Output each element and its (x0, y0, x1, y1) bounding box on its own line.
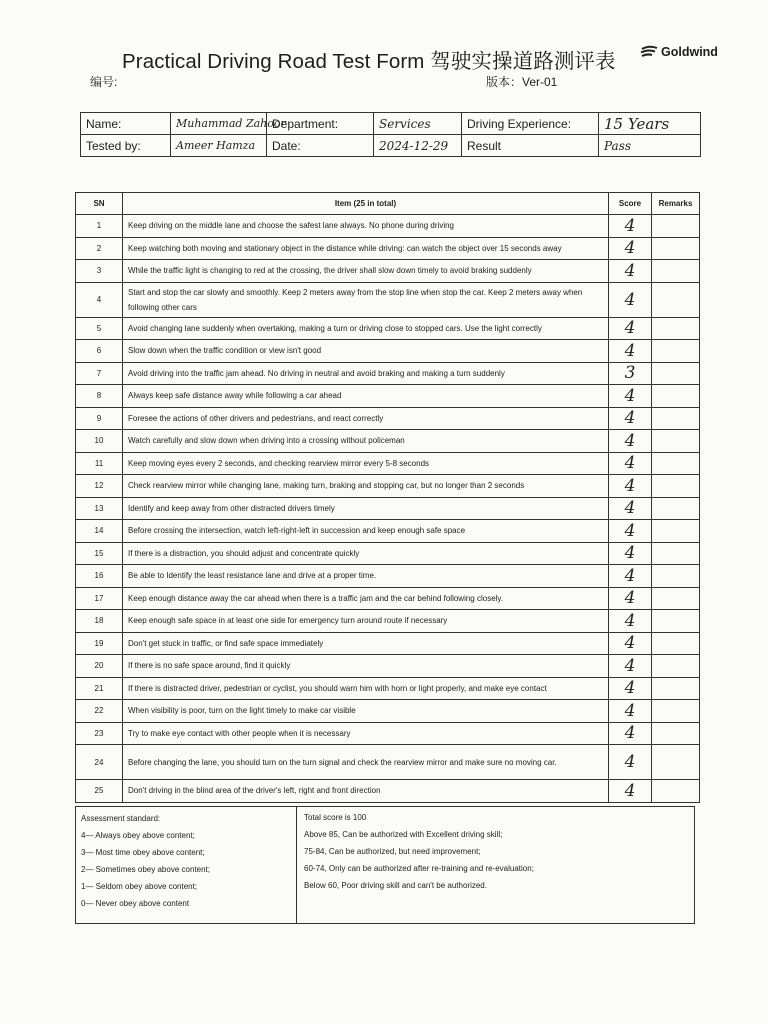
row-remarks (652, 362, 700, 385)
row-score: 4 (609, 237, 652, 260)
row-score: 3 (609, 362, 652, 385)
table-row (76, 587, 700, 610)
company-logo (640, 45, 718, 59)
standard-line: Assessment standard: (81, 814, 161, 823)
row-score: 4 (609, 565, 652, 588)
row-score: 4 (609, 745, 652, 780)
row-score: 4 (609, 430, 652, 453)
row-remarks (652, 430, 700, 453)
row-sn: 5 (76, 317, 123, 340)
table-row (76, 745, 700, 780)
row-sn: 11 (76, 452, 123, 475)
name-label: Name: (81, 113, 171, 135)
row-remarks (652, 587, 700, 610)
row-remarks (652, 610, 700, 633)
row-sn: 19 (76, 632, 123, 655)
date-value: 2024-12-29 (374, 135, 462, 157)
row-remarks (652, 340, 700, 363)
row-item: Keep watching both moving and stationary object in the distance while driving: can watch the object over 15 seconds away (123, 237, 609, 260)
logo-text: Goldwind (661, 45, 718, 59)
row-score: 4 (609, 340, 652, 363)
row-score: 4 (609, 780, 652, 803)
table-row (76, 452, 700, 475)
table-row (76, 385, 700, 408)
standard-line: Total score is 100 (304, 813, 367, 822)
row-remarks (652, 452, 700, 475)
standard-line: 0— Never obey above content (81, 899, 190, 908)
row-sn: 3 (76, 260, 123, 283)
standard-line: 2— Sometimes obey above content; (81, 865, 210, 874)
row-score: 4 (609, 677, 652, 700)
row-item: Always keep safe distance away while following a car ahead (123, 385, 609, 408)
header-score: Score (609, 193, 652, 215)
row-sn: 1 (76, 215, 123, 238)
table-row (76, 655, 700, 678)
row-item: If there is a distraction, you should adjust and concentrate quickly (123, 542, 609, 565)
row-sn: 16 (76, 565, 123, 588)
department-label: Department: (267, 113, 374, 135)
row-sn: 25 (76, 780, 123, 803)
row-sn: 8 (76, 385, 123, 408)
row-remarks (652, 677, 700, 700)
date-label: Date: (267, 135, 374, 157)
row-score: 4 (609, 497, 652, 520)
table-row (76, 282, 700, 317)
table-row (76, 520, 700, 543)
row-remarks (652, 780, 700, 803)
tested-by-value: Ameer Hamza (171, 135, 267, 157)
goldwind-logo-icon (640, 46, 658, 58)
row-score: 4 (609, 632, 652, 655)
row-item: Try to make eye contact with other people when it is necessary (123, 722, 609, 745)
row-remarks (652, 407, 700, 430)
standard-line: Above 85, Can be authorized with Excellent driving skill; (304, 830, 503, 839)
row-remarks (652, 215, 700, 238)
row-sn: 20 (76, 655, 123, 678)
row-sn: 13 (76, 497, 123, 520)
row-sn: 21 (76, 677, 123, 700)
row-item: Avoid driving into the traffic jam ahead. No driving in neutral and avoid braking and making a turn suddenly (123, 362, 609, 385)
row-item: If there is no safe space around, find it quickly (123, 655, 609, 678)
row-score: 4 (609, 587, 652, 610)
assessment-standards (75, 806, 695, 924)
row-score: 4 (609, 282, 652, 317)
row-item: While the traffic light is changing to red at the crossing, the driver shall slow down timely to avoid braking suddenly (123, 260, 609, 283)
row-remarks (652, 700, 700, 723)
row-sn: 6 (76, 340, 123, 363)
table-row (76, 362, 700, 385)
row-item: Before crossing the intersection, watch left-right-left in succession and keep enough safe space (123, 520, 609, 543)
row-item: When visibility is poor, turn on the light timely to make car visible (123, 700, 609, 723)
row-score: 4 (609, 542, 652, 565)
row-remarks (652, 565, 700, 588)
table-row (76, 475, 700, 498)
row-sn: 24 (76, 745, 123, 780)
row-sn: 4 (76, 282, 123, 317)
row-score: 4 (609, 385, 652, 408)
table-row (76, 542, 700, 565)
row-sn: 12 (76, 475, 123, 498)
row-item: Don't get stuck in traffic, or find safe space immediately (123, 632, 609, 655)
department-value: Services (374, 113, 462, 135)
row-remarks (652, 385, 700, 408)
row-remarks (652, 722, 700, 745)
row-score: 4 (609, 475, 652, 498)
row-score: 4 (609, 317, 652, 340)
row-remarks (652, 655, 700, 678)
table-row (76, 497, 700, 520)
row-sn: 23 (76, 722, 123, 745)
row-item: Keep moving eyes every 2 seconds, and checking rearview mirror every 5-8 seconds (123, 452, 609, 475)
row-sn: 14 (76, 520, 123, 543)
row-score: 4 (609, 722, 652, 745)
row-item: Don't driving in the blind area of the driver's left, right and front direction (123, 780, 609, 803)
row-score: 4 (609, 700, 652, 723)
standard-line: 60-74, Only can be authorized after re-training and re-evaluation; (304, 864, 534, 873)
table-row (76, 565, 700, 588)
standard-line: 3— Most time obey above content; (81, 848, 205, 857)
header-sn: SN (76, 193, 123, 215)
row-item: Before changing the lane, you should turn on the turn signal and check the rearview mirror and make sure no moving car. (123, 745, 609, 780)
table-row (76, 340, 700, 363)
row-item: Slow down when the traffic condition or view isn't good (123, 340, 609, 363)
table-row (76, 610, 700, 633)
table-row (76, 722, 700, 745)
row-score: 4 (609, 260, 652, 283)
total-score-column (297, 807, 694, 923)
header-remarks: Remarks (652, 193, 700, 215)
table-row (76, 260, 700, 283)
table-row (76, 407, 700, 430)
row-score: 4 (609, 520, 652, 543)
standard-line: 1— Seldom obey above content; (81, 882, 198, 891)
row-remarks (652, 317, 700, 340)
row-remarks (652, 282, 700, 317)
table-row (76, 215, 700, 238)
row-remarks (652, 497, 700, 520)
row-item: Be able to Identify the least resistance lane and drive at a proper time. (123, 565, 609, 588)
row-item: Keep enough distance away the car ahead when there is a traffic jam and the car behind following closely. (123, 587, 609, 610)
row-score: 4 (609, 610, 652, 633)
table-row (76, 632, 700, 655)
row-score: 4 (609, 452, 652, 475)
row-item: Keep driving on the middle lane and choose the safest lane always. No phone during driving (123, 215, 609, 238)
row-score: 4 (609, 407, 652, 430)
assessment-standard-column (76, 807, 297, 923)
result-label: Result (462, 135, 599, 157)
row-item: Keep enough safe space in at least one side for emergency turn around route if necessary (123, 610, 609, 633)
row-item: Start and stop the car slowly and smoothly. Keep 2 meters away from the stop line when stop the car. Keep 2 meters away when following other cars (123, 282, 609, 317)
standard-line: Below 60, Poor driving skill and can't be authorized. (304, 881, 487, 890)
info-table (80, 112, 701, 157)
row-sn: 22 (76, 700, 123, 723)
row-item: If there is distracted driver, pedestrian or cyclist, you should warn him with horn or light properly, and make eye contact (123, 677, 609, 700)
table-row (76, 317, 700, 340)
row-remarks (652, 632, 700, 655)
row-score: 4 (609, 215, 652, 238)
form-title: Practical Driving Road Test Form 驾驶实操道路测评表 (122, 50, 616, 73)
table-row (76, 700, 700, 723)
row-remarks (652, 745, 700, 780)
row-remarks (652, 260, 700, 283)
row-item: Avoid changing lane suddenly when overtaking, making a turn or driving close to stopped cars. Use the light correctly (123, 317, 609, 340)
row-score: 4 (609, 655, 652, 678)
standard-line: 4— Always obey above content; (81, 831, 195, 840)
row-sn: 10 (76, 430, 123, 453)
row-item: Identify and keep away from other distracted drivers timely (123, 497, 609, 520)
evaluation-table (75, 192, 700, 803)
table-row (76, 430, 700, 453)
row-remarks (652, 542, 700, 565)
result-value: Pass (599, 135, 701, 157)
row-item: Check rearview mirror while changing lane, making turn, braking and stopping car, but no longer than 2 seconds (123, 475, 609, 498)
experience-label: Driving Experience: (462, 113, 599, 135)
table-row (76, 677, 700, 700)
row-sn: 9 (76, 407, 123, 430)
row-sn: 18 (76, 610, 123, 633)
version-label: 版本：Ver-01 (486, 75, 558, 89)
name-value: Muhammad Zahoor (171, 113, 267, 135)
row-item: Watch carefully and slow down when driving into a crossing without policeman (123, 430, 609, 453)
row-sn: 2 (76, 237, 123, 260)
table-row (76, 780, 700, 803)
table-row (76, 237, 700, 260)
experience-value: 15 Years (599, 113, 701, 135)
standard-line: 75-84, Can be authorized, but need improvement; (304, 847, 481, 856)
row-sn: 15 (76, 542, 123, 565)
row-sn: 7 (76, 362, 123, 385)
row-item: Foresee the actions of other drivers and pedestrians, and react correctly (123, 407, 609, 430)
row-remarks (652, 475, 700, 498)
serial-number-label: 编号: (90, 75, 118, 89)
tested-by-label: Tested by: (81, 135, 171, 157)
row-remarks (652, 520, 700, 543)
row-remarks (652, 237, 700, 260)
header-item: Item (25 in total) (123, 193, 609, 215)
row-sn: 17 (76, 587, 123, 610)
